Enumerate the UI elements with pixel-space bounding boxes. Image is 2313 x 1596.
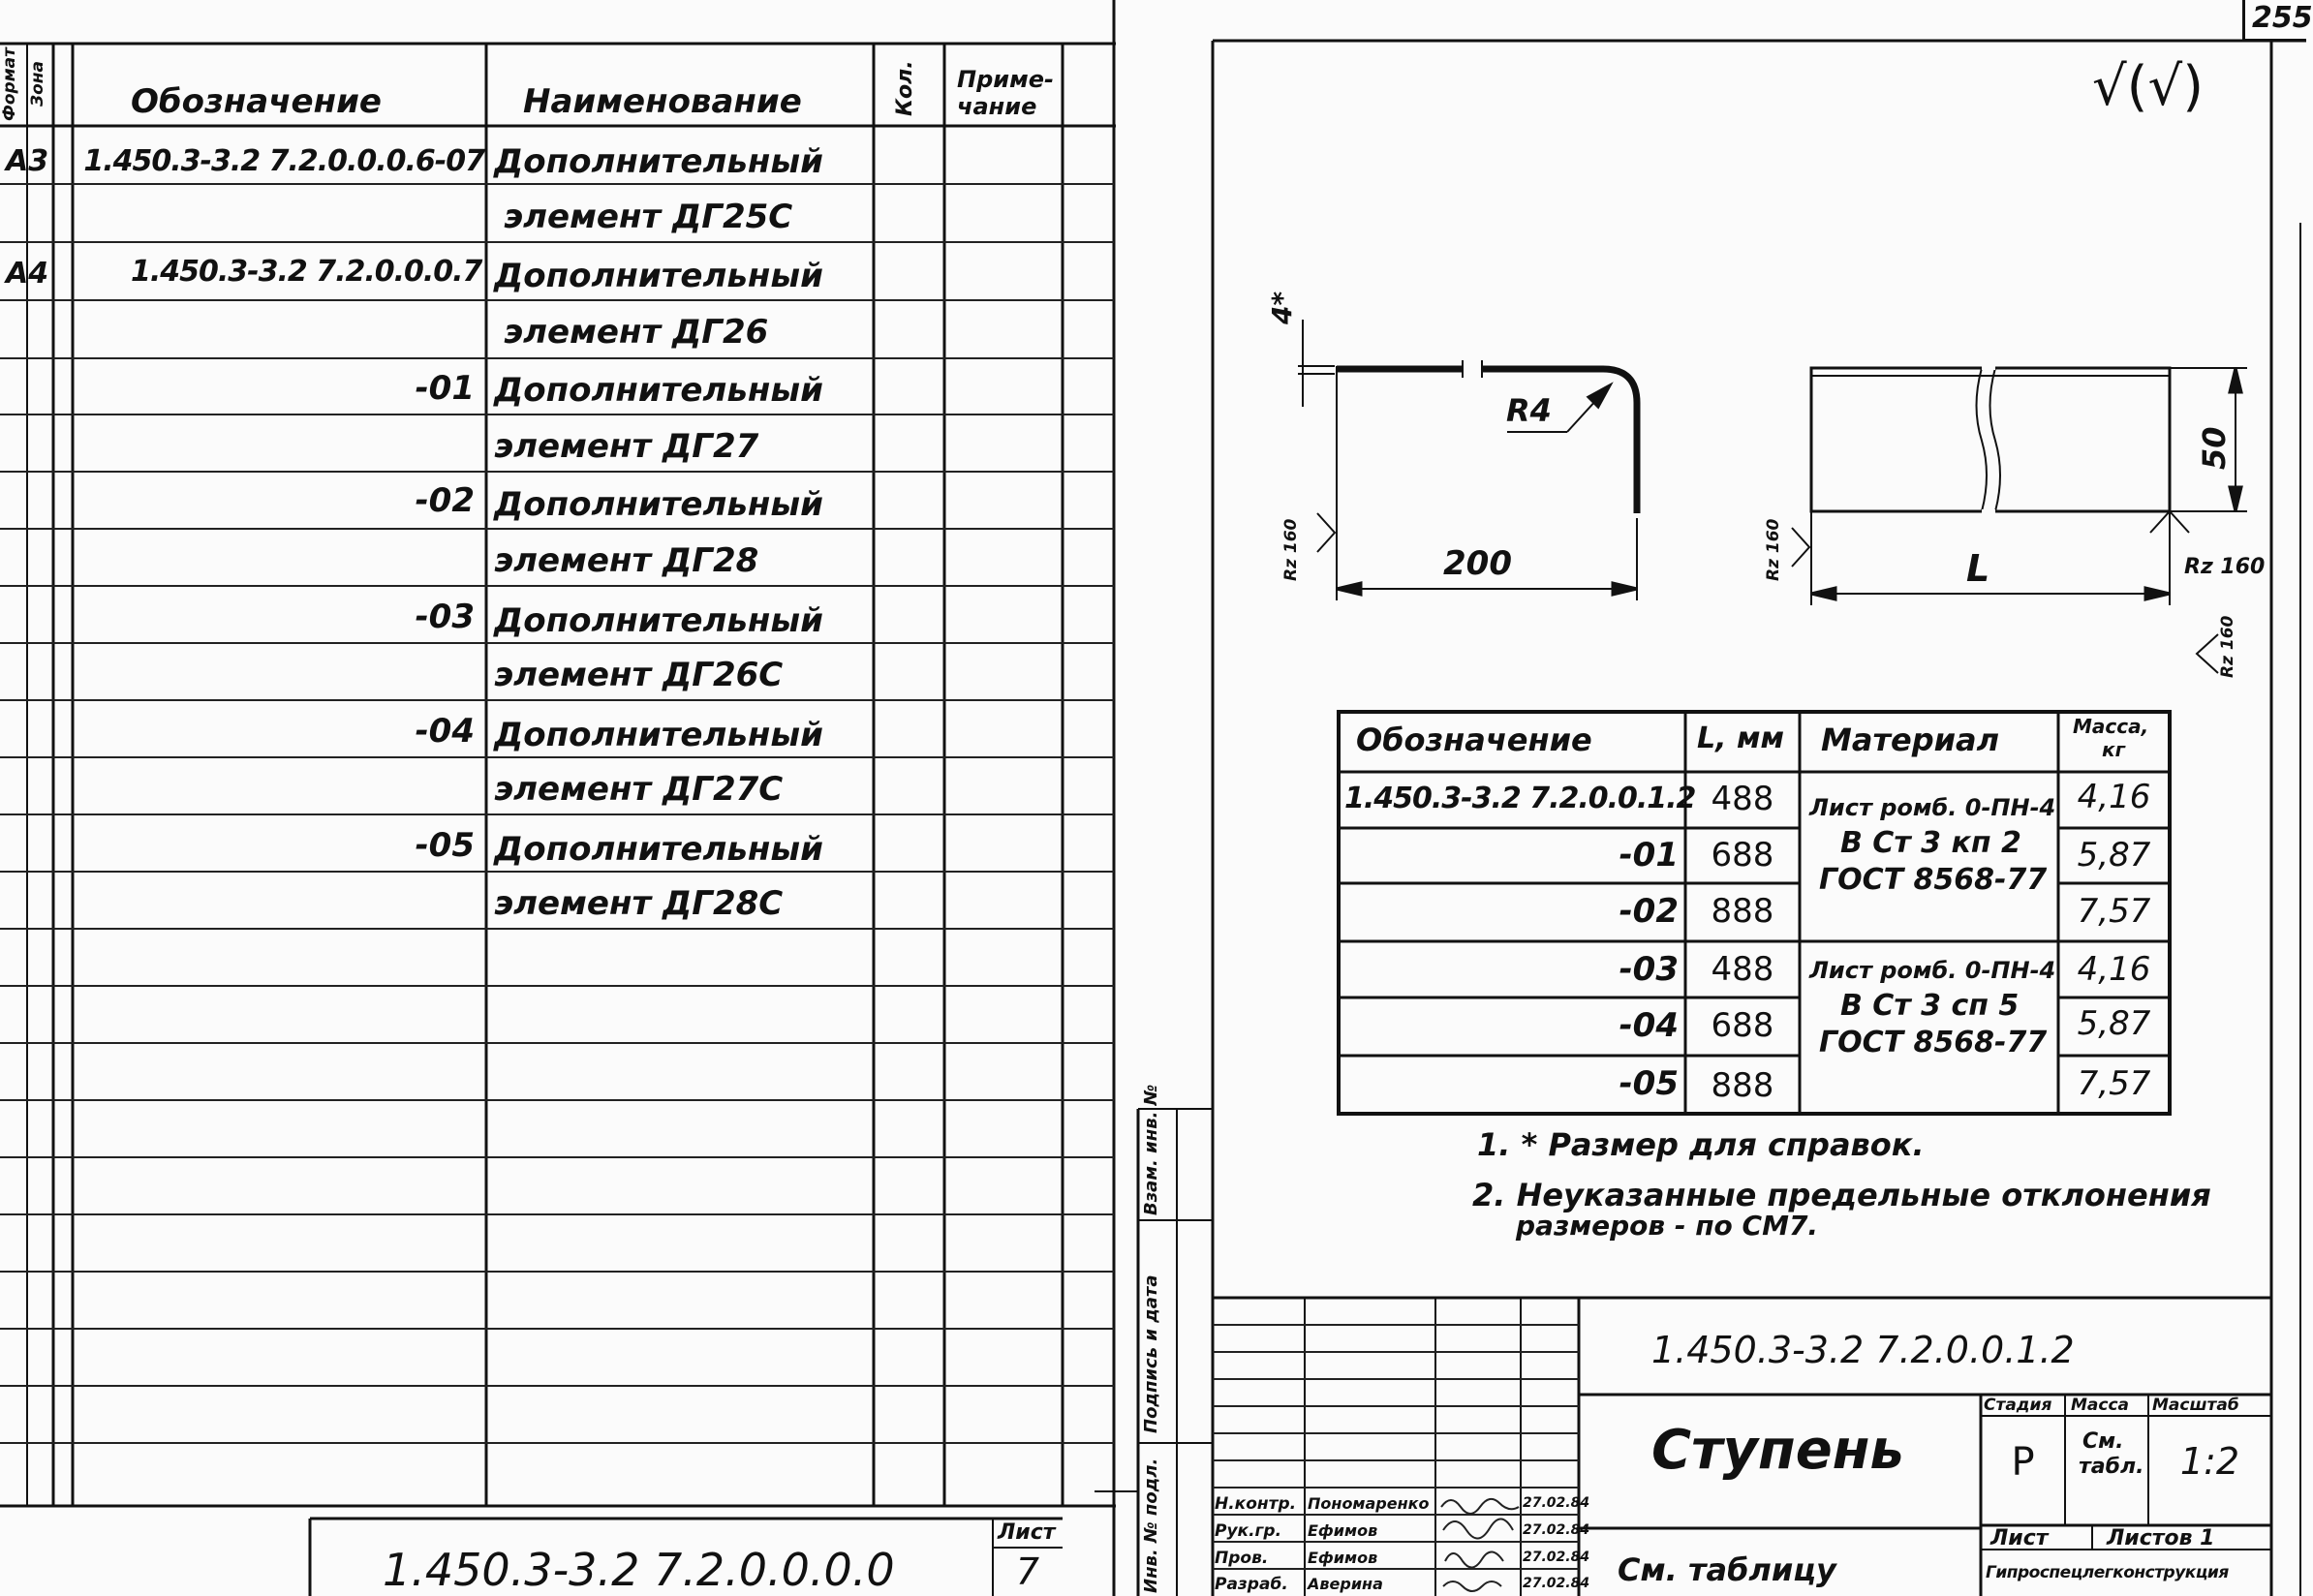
dim-width-200: 200	[1443, 544, 1512, 583]
title-part-name: Ступень	[1651, 1419, 1904, 1482]
material-1-line-1: Лист ромб. 0-ПН-4	[1809, 794, 2056, 821]
dim-length-l: L	[1966, 547, 1990, 590]
table-row-designation: 1.450.3-3.2 7.2.0.0.1.2	[1344, 782, 1696, 815]
row-designation: -02	[415, 481, 475, 520]
sheet-label: Лист	[1990, 1526, 2049, 1550]
staff-date: 27.02.84	[1523, 1576, 1590, 1591]
row-name: Дополнительный	[494, 601, 823, 640]
row-name: Дополнительный	[494, 142, 823, 181]
table-row-mass: 5,87	[2077, 836, 2151, 875]
table-row-designation: -02	[1619, 892, 1679, 931]
row-designation: -01	[415, 369, 475, 408]
row-name: Дополнительный	[494, 716, 823, 754]
table-row-length: 888	[1711, 892, 1774, 931]
staff-date: 27.02.84	[1523, 1522, 1590, 1538]
roughness-rz-2: Rz 160	[1764, 518, 1783, 581]
table-header-mass-1: Масса,	[2073, 715, 2149, 738]
header-zone: Зона	[28, 61, 47, 107]
roughness-rz-1: Rz 160	[1281, 518, 1301, 581]
stage-label: Стадия	[1984, 1396, 2052, 1415]
mass-value-1: См.	[2082, 1429, 2124, 1454]
scale-label: Масштаб	[2152, 1396, 2239, 1415]
table-row-mass: 4,16	[2077, 950, 2151, 989]
stamp-signature-date: Подпись и дата	[1141, 1274, 1161, 1433]
table-row-mass: 4,16	[2077, 778, 2151, 816]
dim-ref-4: 4*	[1266, 291, 1298, 324]
note-2-line-2: размеров - по СМ7.	[1516, 1210, 1819, 1242]
header-name: Наименование	[523, 82, 802, 121]
header-note-1: Приме-	[957, 66, 1054, 93]
left-sheet-label: Лист	[998, 1520, 1056, 1545]
header-note-2: чание	[957, 93, 1037, 120]
table-row-length: 688	[1711, 836, 1774, 875]
header-format: Формат	[0, 47, 19, 121]
table-row-designation: -04	[1619, 1006, 1679, 1045]
left-footer-designation: 1.450.3-3.2 7.2.0.0.0.0	[383, 1544, 895, 1596]
dim-height-50: 50	[2196, 426, 2233, 470]
note-1: 1. * Размер для справок.	[1477, 1126, 1925, 1163]
staff-name: Ефимов	[1308, 1521, 1378, 1540]
roughness-rz-4: Rz 160	[2218, 615, 2237, 678]
staff-role: Пров.	[1215, 1549, 1269, 1568]
page-number: 255	[2252, 1, 2313, 35]
row-format: А4	[6, 257, 49, 291]
staff-date: 27.02.84	[1523, 1495, 1590, 1511]
material-1-line-2: В Ст 3 кп 2	[1840, 826, 2021, 860]
row-name: элемент ДГ28	[494, 541, 759, 580]
stage-value: Р	[2011, 1440, 2035, 1485]
table-row-length: 488	[1711, 780, 1774, 818]
scale-value: 1:2	[2179, 1440, 2240, 1483]
mass-label: Масса	[2071, 1396, 2130, 1415]
surface-roughness-symbol: √(√)	[2092, 55, 2205, 118]
stamp-replaced-inv: Взам. инв. №	[1141, 1084, 1161, 1215]
staff-name: Ефимов	[1308, 1549, 1378, 1567]
table-row-length: 888	[1711, 1066, 1774, 1105]
row-name: Дополнительный	[494, 257, 823, 295]
row-designation: -05	[415, 826, 475, 865]
staff-role: Рук.гр.	[1215, 1521, 1282, 1541]
staff-name: Пономаренко	[1308, 1494, 1430, 1513]
row-designation: 1.450.3-3.2 7.2.0.0.0.7	[131, 255, 482, 289]
header-designation: Обозначение	[131, 82, 382, 121]
table-row-mass: 7,57	[2077, 1064, 2151, 1103]
organization: Гипроспецлегконструкция	[1986, 1563, 2229, 1582]
table-header-designation: Обозначение	[1356, 721, 1592, 758]
material-1-line-3: ГОСТ 8568-77	[1819, 863, 2048, 897]
table-row-length: 688	[1711, 1006, 1774, 1045]
row-name: элемент ДГ27	[494, 427, 759, 466]
staff-role: Н.контр.	[1215, 1494, 1297, 1514]
table-header-material: Материал	[1821, 721, 2000, 758]
material-2-line-2: В Ст 3 сп 5	[1840, 989, 2020, 1023]
row-designation: 1.450.3-3.2 7.2.0.0.0.6-07	[83, 144, 484, 178]
mass-value-2: табл.	[2079, 1455, 2144, 1479]
row-name: элемент ДГ27С	[494, 770, 784, 809]
material-2-line-3: ГОСТ 8568-77	[1819, 1026, 2048, 1059]
table-row-mass: 7,57	[2077, 892, 2151, 931]
row-name: элемент ДГ26	[504, 313, 769, 352]
note-2-line-1: 2. Неуказанные предельные отклонения	[1472, 1177, 2211, 1213]
row-name: элемент ДГ26С	[494, 656, 784, 694]
dim-radius-r4: R4	[1506, 392, 1552, 429]
left-sheet-number: 7	[1015, 1550, 1040, 1593]
staff-name: Аверина	[1308, 1575, 1383, 1593]
table-header-mass-2: кг	[2102, 738, 2126, 761]
staff-date: 27.02.84	[1523, 1550, 1590, 1565]
row-name: элемент ДГ25С	[504, 198, 793, 236]
table-row-length: 488	[1711, 950, 1774, 989]
row-designation: -04	[415, 712, 475, 751]
staff-role: Разраб.	[1215, 1575, 1288, 1594]
table-header-length: L, мм	[1697, 721, 1784, 755]
title-material-ref: См. таблицу	[1618, 1551, 1836, 1588]
roughness-rz-3: Rz 160	[2184, 555, 2266, 579]
row-designation: -03	[415, 598, 475, 636]
table-row-designation: -05	[1619, 1064, 1679, 1103]
row-name: Дополнительный	[494, 485, 823, 524]
table-row-designation: -01	[1619, 836, 1679, 875]
header-qty: Кол.	[893, 60, 917, 116]
sheets-label: Листов 1	[2107, 1526, 2215, 1550]
row-name: Дополнительный	[494, 371, 823, 410]
row-name: Дополнительный	[494, 830, 823, 869]
row-name: элемент ДГ28С	[494, 884, 784, 923]
stamp-inv-original: Инв. № подл.	[1141, 1458, 1161, 1593]
material-2-line-1: Лист ромб. 0-ПН-4	[1809, 957, 2056, 984]
table-row-mass: 5,87	[2077, 1004, 2151, 1043]
table-row-designation: -03	[1619, 950, 1679, 989]
row-format: А3	[6, 144, 49, 178]
title-designation: 1.450.3-3.2 7.2.0.0.1.2	[1651, 1329, 2075, 1371]
